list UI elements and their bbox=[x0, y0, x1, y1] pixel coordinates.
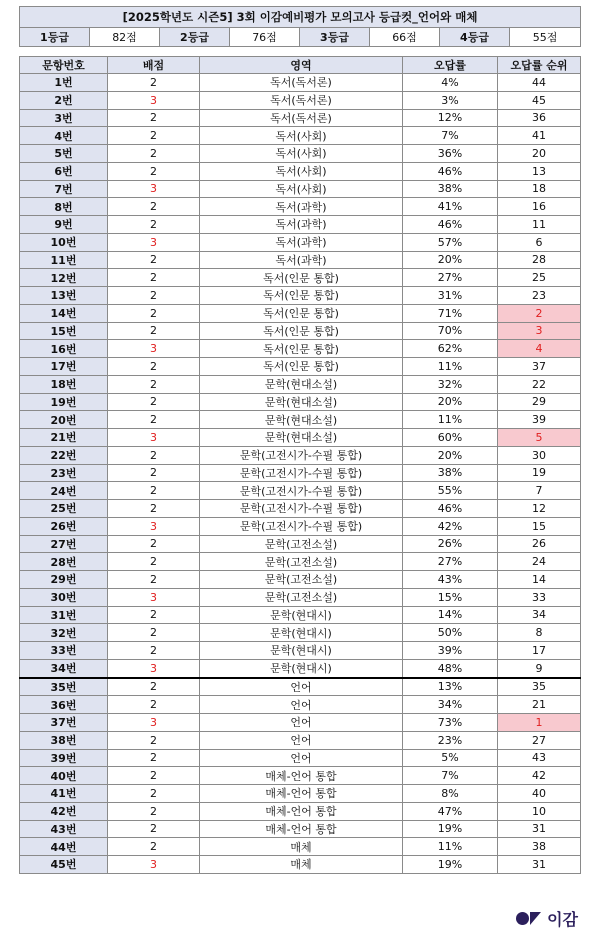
table-row bbox=[20, 553, 581, 571]
points-cell: 2 bbox=[108, 785, 200, 803]
table-row bbox=[20, 678, 581, 696]
grade-value: 76점 bbox=[230, 28, 300, 47]
table-row bbox=[20, 162, 581, 180]
points-cell: 3 bbox=[108, 588, 200, 606]
area-cell: 매체 bbox=[200, 838, 403, 856]
question-number: 33번 bbox=[20, 642, 108, 660]
area-cell: 문학(고전소설) bbox=[200, 571, 403, 589]
error-rank-cell: 31 bbox=[498, 820, 581, 838]
error-rate-cell: 7% bbox=[403, 767, 498, 785]
error-rank-cell: 25 bbox=[498, 269, 581, 287]
error-rank-cell: 9 bbox=[498, 659, 581, 677]
area-cell: 문학(고전소설) bbox=[200, 588, 403, 606]
error-rate-cell: 27% bbox=[403, 553, 498, 571]
points-cell: 2 bbox=[108, 624, 200, 642]
error-rank-cell: 40 bbox=[498, 785, 581, 803]
question-number: 4번 bbox=[20, 127, 108, 145]
area-cell: 독서(사회) bbox=[200, 162, 403, 180]
error-rank-cell: 11 bbox=[498, 216, 581, 234]
question-number: 37번 bbox=[20, 714, 108, 732]
error-rate-cell: 46% bbox=[403, 500, 498, 518]
error-rank-cell: 38 bbox=[498, 838, 581, 856]
area-cell: 매체-언어 통합 bbox=[200, 785, 403, 803]
error-rank-cell: 4 bbox=[498, 340, 581, 358]
error-rank-cell: 33 bbox=[498, 588, 581, 606]
points-cell: 3 bbox=[108, 659, 200, 677]
points-cell: 2 bbox=[108, 838, 200, 856]
error-rank-cell: 17 bbox=[498, 642, 581, 660]
error-rate-cell: 70% bbox=[403, 322, 498, 340]
points-cell: 2 bbox=[108, 678, 200, 696]
question-number: 21번 bbox=[20, 429, 108, 447]
error-rate-cell: 36% bbox=[403, 145, 498, 163]
table-row bbox=[20, 127, 581, 145]
table-row bbox=[20, 411, 581, 429]
table-row bbox=[20, 340, 581, 358]
question-number: 27번 bbox=[20, 535, 108, 553]
area-cell: 독서(과학) bbox=[200, 198, 403, 216]
error-rate-cell: 50% bbox=[403, 624, 498, 642]
error-rank-cell: 14 bbox=[498, 571, 581, 589]
error-rate-cell: 15% bbox=[403, 588, 498, 606]
question-number: 9번 bbox=[20, 216, 108, 234]
error-rate-cell: 46% bbox=[403, 162, 498, 180]
area-cell: 독서(사회) bbox=[200, 145, 403, 163]
area-cell: 독서(과학) bbox=[200, 251, 403, 269]
error-rank-cell: 2 bbox=[498, 304, 581, 322]
grade-cut-row bbox=[20, 28, 581, 47]
table-row bbox=[20, 429, 581, 447]
grade-cut-sheet bbox=[19, 6, 580, 874]
grade-value: 82점 bbox=[90, 28, 160, 47]
error-rate-cell: 13% bbox=[403, 678, 498, 696]
table-row bbox=[20, 464, 581, 482]
error-rate-cell: 11% bbox=[403, 411, 498, 429]
table-row bbox=[20, 749, 581, 767]
question-number: 20번 bbox=[20, 411, 108, 429]
table-row bbox=[20, 216, 581, 234]
question-number: 2번 bbox=[20, 91, 108, 109]
error-rate-cell: 39% bbox=[403, 642, 498, 660]
question-number: 22번 bbox=[20, 446, 108, 464]
table-row bbox=[20, 393, 581, 411]
question-number: 35번 bbox=[20, 678, 108, 696]
area-cell: 독서(사회) bbox=[200, 127, 403, 145]
error-rate-cell: 27% bbox=[403, 269, 498, 287]
question-number: 17번 bbox=[20, 358, 108, 376]
question-number: 40번 bbox=[20, 767, 108, 785]
brand-logo bbox=[516, 906, 578, 930]
error-rank-cell: 15 bbox=[498, 517, 581, 535]
area-cell: 문학(현대소설) bbox=[200, 429, 403, 447]
area-cell: 문학(고전시가-수필 통합) bbox=[200, 517, 403, 535]
error-rank-cell: 12 bbox=[498, 500, 581, 518]
area-cell: 문학(고전소설) bbox=[200, 553, 403, 571]
area-cell: 독서(사회) bbox=[200, 180, 403, 198]
area-cell: 독서(독서론) bbox=[200, 74, 403, 92]
grade-label: 3등급 bbox=[300, 28, 370, 47]
header-question: 문항번호 bbox=[20, 57, 108, 74]
points-cell: 2 bbox=[108, 358, 200, 376]
error-rank-cell: 8 bbox=[498, 624, 581, 642]
question-number: 10번 bbox=[20, 233, 108, 251]
error-rank-cell: 13 bbox=[498, 162, 581, 180]
table-row bbox=[20, 180, 581, 198]
points-cell: 2 bbox=[108, 145, 200, 163]
error-rank-cell: 3 bbox=[498, 322, 581, 340]
question-number: 26번 bbox=[20, 517, 108, 535]
points-cell: 2 bbox=[108, 500, 200, 518]
question-number: 11번 bbox=[20, 251, 108, 269]
points-cell: 2 bbox=[108, 393, 200, 411]
error-rate-cell: 43% bbox=[403, 571, 498, 589]
area-cell: 문학(고전시가-수필 통합) bbox=[200, 482, 403, 500]
sheet-title: [2025학년도 시즌5] 3회 이감예비평가 모의고사 등급컷_언어와 매체 bbox=[20, 7, 581, 28]
error-rank-cell: 43 bbox=[498, 749, 581, 767]
question-number: 29번 bbox=[20, 571, 108, 589]
error-rate-cell: 62% bbox=[403, 340, 498, 358]
question-number: 16번 bbox=[20, 340, 108, 358]
points-cell: 2 bbox=[108, 198, 200, 216]
area-cell: 독서(과학) bbox=[200, 216, 403, 234]
points-cell: 2 bbox=[108, 411, 200, 429]
table-row bbox=[20, 785, 581, 803]
question-number: 12번 bbox=[20, 269, 108, 287]
question-number: 36번 bbox=[20, 696, 108, 714]
error-rate-cell: 38% bbox=[403, 464, 498, 482]
grade-value: 66점 bbox=[370, 28, 440, 47]
area-cell: 문학(현대소설) bbox=[200, 411, 403, 429]
table-row bbox=[20, 767, 581, 785]
error-rank-cell: 23 bbox=[498, 287, 581, 305]
points-cell: 2 bbox=[108, 571, 200, 589]
table-row bbox=[20, 109, 581, 127]
area-cell: 문학(고전소설) bbox=[200, 535, 403, 553]
error-rank-cell: 24 bbox=[498, 553, 581, 571]
error-rank-cell: 30 bbox=[498, 446, 581, 464]
table-row bbox=[20, 588, 581, 606]
question-number: 39번 bbox=[20, 749, 108, 767]
error-rate-cell: 19% bbox=[403, 856, 498, 874]
error-rank-cell: 19 bbox=[498, 464, 581, 482]
area-cell: 문학(고전시가-수필 통합) bbox=[200, 446, 403, 464]
error-rate-cell: 46% bbox=[403, 216, 498, 234]
error-rate-cell: 3% bbox=[403, 91, 498, 109]
error-rate-cell: 60% bbox=[403, 429, 498, 447]
area-cell: 언어 bbox=[200, 696, 403, 714]
table-row bbox=[20, 517, 581, 535]
spacer bbox=[19, 47, 580, 56]
table-row bbox=[20, 91, 581, 109]
table-row bbox=[20, 198, 581, 216]
table-row bbox=[20, 74, 581, 92]
error-rate-cell: 32% bbox=[403, 375, 498, 393]
question-number: 44번 bbox=[20, 838, 108, 856]
points-cell: 2 bbox=[108, 749, 200, 767]
points-cell: 3 bbox=[108, 517, 200, 535]
points-cell: 3 bbox=[108, 856, 200, 874]
error-rank-cell: 5 bbox=[498, 429, 581, 447]
grade-value: 55점 bbox=[510, 28, 581, 47]
error-rank-cell: 36 bbox=[498, 109, 581, 127]
table-row bbox=[20, 802, 581, 820]
error-rank-cell: 1 bbox=[498, 714, 581, 732]
area-cell: 문학(현대소설) bbox=[200, 393, 403, 411]
area-cell: 매체 bbox=[200, 856, 403, 874]
table-row bbox=[20, 731, 581, 749]
area-cell: 문학(현대시) bbox=[200, 659, 403, 677]
question-number: 8번 bbox=[20, 198, 108, 216]
question-number: 24번 bbox=[20, 482, 108, 500]
table-row bbox=[20, 535, 581, 553]
table-row bbox=[20, 269, 581, 287]
table-row bbox=[20, 659, 581, 677]
area-cell: 언어 bbox=[200, 731, 403, 749]
area-cell: 언어 bbox=[200, 714, 403, 732]
points-cell: 2 bbox=[108, 287, 200, 305]
error-rate-cell: 11% bbox=[403, 358, 498, 376]
table-row bbox=[20, 375, 581, 393]
area-cell: 독서(인문 통합) bbox=[200, 304, 403, 322]
error-rate-cell: 23% bbox=[403, 731, 498, 749]
area-cell: 문학(현대시) bbox=[200, 606, 403, 624]
points-cell: 3 bbox=[108, 714, 200, 732]
header-points: 배점 bbox=[108, 57, 200, 74]
points-cell: 2 bbox=[108, 606, 200, 624]
area-cell: 매체-언어 통합 bbox=[200, 820, 403, 838]
question-number: 31번 bbox=[20, 606, 108, 624]
error-rank-cell: 35 bbox=[498, 678, 581, 696]
error-rate-cell: 26% bbox=[403, 535, 498, 553]
area-cell: 문학(현대시) bbox=[200, 624, 403, 642]
table-row bbox=[20, 482, 581, 500]
igam-logo-icon bbox=[516, 912, 541, 925]
area-cell: 매체-언어 통합 bbox=[200, 802, 403, 820]
area-cell: 독서(독서론) bbox=[200, 109, 403, 127]
error-rate-cell: 20% bbox=[403, 393, 498, 411]
table-row bbox=[20, 322, 581, 340]
area-cell: 문학(현대소설) bbox=[200, 375, 403, 393]
grade-label: 1등급 bbox=[20, 28, 90, 47]
error-rate-cell: 11% bbox=[403, 838, 498, 856]
question-number: 15번 bbox=[20, 322, 108, 340]
error-rank-cell: 10 bbox=[498, 802, 581, 820]
points-cell: 2 bbox=[108, 446, 200, 464]
points-cell: 2 bbox=[108, 731, 200, 749]
error-rate-cell: 73% bbox=[403, 714, 498, 732]
header-error-rate: 오답률 bbox=[403, 57, 498, 74]
error-rank-cell: 39 bbox=[498, 411, 581, 429]
table-row bbox=[20, 714, 581, 732]
table-row bbox=[20, 251, 581, 269]
points-cell: 3 bbox=[108, 233, 200, 251]
question-number: 14번 bbox=[20, 304, 108, 322]
question-number: 23번 bbox=[20, 464, 108, 482]
question-number: 7번 bbox=[20, 180, 108, 198]
table-row bbox=[20, 287, 581, 305]
points-cell: 3 bbox=[108, 180, 200, 198]
summary-table bbox=[19, 6, 581, 47]
points-cell: 2 bbox=[108, 304, 200, 322]
points-cell: 2 bbox=[108, 482, 200, 500]
error-rank-cell: 45 bbox=[498, 91, 581, 109]
area-cell: 독서(인문 통합) bbox=[200, 358, 403, 376]
error-rate-cell: 42% bbox=[403, 517, 498, 535]
area-cell: 독서(인문 통합) bbox=[200, 340, 403, 358]
error-rank-cell: 44 bbox=[498, 74, 581, 92]
area-cell: 독서(과학) bbox=[200, 233, 403, 251]
table-row bbox=[20, 571, 581, 589]
question-number: 28번 bbox=[20, 553, 108, 571]
error-rank-cell: 21 bbox=[498, 696, 581, 714]
error-rate-cell: 5% bbox=[403, 749, 498, 767]
points-cell: 2 bbox=[108, 464, 200, 482]
question-number: 30번 bbox=[20, 588, 108, 606]
table-row bbox=[20, 145, 581, 163]
area-cell: 문학(고전시가-수필 통합) bbox=[200, 464, 403, 482]
error-rank-cell: 6 bbox=[498, 233, 581, 251]
table-row bbox=[20, 624, 581, 642]
points-cell: 2 bbox=[108, 535, 200, 553]
error-rank-cell: 29 bbox=[498, 393, 581, 411]
error-rank-cell: 22 bbox=[498, 375, 581, 393]
table-row bbox=[20, 446, 581, 464]
question-number: 25번 bbox=[20, 500, 108, 518]
error-rate-cell: 31% bbox=[403, 287, 498, 305]
error-rate-cell: 47% bbox=[403, 802, 498, 820]
area-cell: 언어 bbox=[200, 749, 403, 767]
question-number: 34번 bbox=[20, 659, 108, 677]
header-error-rank: 오답률 순위 bbox=[498, 57, 581, 74]
points-cell: 2 bbox=[108, 553, 200, 571]
table-row bbox=[20, 304, 581, 322]
error-rank-cell: 28 bbox=[498, 251, 581, 269]
question-number: 3번 bbox=[20, 109, 108, 127]
error-rank-cell: 27 bbox=[498, 731, 581, 749]
area-cell: 독서(인문 통합) bbox=[200, 269, 403, 287]
error-rate-cell: 14% bbox=[403, 606, 498, 624]
points-cell: 2 bbox=[108, 109, 200, 127]
question-number: 13번 bbox=[20, 287, 108, 305]
error-rate-cell: 19% bbox=[403, 820, 498, 838]
area-cell: 문학(고전시가-수필 통합) bbox=[200, 500, 403, 518]
points-cell: 2 bbox=[108, 162, 200, 180]
points-cell: 2 bbox=[108, 322, 200, 340]
grade-label: 4등급 bbox=[440, 28, 510, 47]
error-rank-cell: 42 bbox=[498, 767, 581, 785]
points-cell: 2 bbox=[108, 820, 200, 838]
table-row bbox=[20, 606, 581, 624]
error-rate-cell: 38% bbox=[403, 180, 498, 198]
area-cell: 문학(현대시) bbox=[200, 642, 403, 660]
question-number: 38번 bbox=[20, 731, 108, 749]
points-cell: 2 bbox=[108, 696, 200, 714]
points-cell: 2 bbox=[108, 269, 200, 287]
points-cell: 3 bbox=[108, 91, 200, 109]
points-cell: 2 bbox=[108, 127, 200, 145]
question-number: 6번 bbox=[20, 162, 108, 180]
points-cell: 2 bbox=[108, 767, 200, 785]
area-cell: 독서(인문 통합) bbox=[200, 287, 403, 305]
error-rank-cell: 20 bbox=[498, 145, 581, 163]
error-rate-cell: 55% bbox=[403, 482, 498, 500]
points-cell: 2 bbox=[108, 74, 200, 92]
error-rate-cell: 48% bbox=[403, 659, 498, 677]
error-rank-cell: 26 bbox=[498, 535, 581, 553]
question-number: 19번 bbox=[20, 393, 108, 411]
error-rate-cell: 20% bbox=[403, 446, 498, 464]
table-header bbox=[20, 57, 581, 74]
error-rate-cell: 57% bbox=[403, 233, 498, 251]
area-cell: 독서(인문 통합) bbox=[200, 322, 403, 340]
question-number: 45번 bbox=[20, 856, 108, 874]
points-cell: 2 bbox=[108, 216, 200, 234]
table-row bbox=[20, 500, 581, 518]
points-cell: 2 bbox=[108, 642, 200, 660]
points-cell: 3 bbox=[108, 340, 200, 358]
question-number: 42번 bbox=[20, 802, 108, 820]
error-rate-cell: 8% bbox=[403, 785, 498, 803]
error-rate-cell: 34% bbox=[403, 696, 498, 714]
error-rate-cell: 20% bbox=[403, 251, 498, 269]
error-rank-cell: 7 bbox=[498, 482, 581, 500]
logo-text: 이감 bbox=[547, 909, 578, 929]
error-rank-cell: 18 bbox=[498, 180, 581, 198]
question-number: 1번 bbox=[20, 74, 108, 92]
area-cell: 독서(독서론) bbox=[200, 91, 403, 109]
points-cell: 3 bbox=[108, 429, 200, 447]
points-cell: 2 bbox=[108, 802, 200, 820]
error-rate-cell: 4% bbox=[403, 74, 498, 92]
points-cell: 2 bbox=[108, 375, 200, 393]
error-rate-cell: 7% bbox=[403, 127, 498, 145]
points-cell: 2 bbox=[108, 251, 200, 269]
question-table bbox=[19, 56, 581, 874]
question-number: 43번 bbox=[20, 820, 108, 838]
question-number: 5번 bbox=[20, 145, 108, 163]
error-rate-cell: 41% bbox=[403, 198, 498, 216]
grade-label: 2등급 bbox=[160, 28, 230, 47]
table-row bbox=[20, 642, 581, 660]
error-rate-cell: 71% bbox=[403, 304, 498, 322]
error-rate-cell: 12% bbox=[403, 109, 498, 127]
table-row bbox=[20, 856, 581, 874]
area-cell: 언어 bbox=[200, 678, 403, 696]
question-number: 41번 bbox=[20, 785, 108, 803]
error-rank-cell: 34 bbox=[498, 606, 581, 624]
table-row bbox=[20, 820, 581, 838]
table-row bbox=[20, 696, 581, 714]
table-row bbox=[20, 358, 581, 376]
error-rank-cell: 37 bbox=[498, 358, 581, 376]
table-row bbox=[20, 838, 581, 856]
header-area: 영역 bbox=[200, 57, 403, 74]
question-number: 32번 bbox=[20, 624, 108, 642]
error-rank-cell: 41 bbox=[498, 127, 581, 145]
question-number: 18번 bbox=[20, 375, 108, 393]
table-row bbox=[20, 233, 581, 251]
error-rank-cell: 16 bbox=[498, 198, 581, 216]
error-rank-cell: 31 bbox=[498, 856, 581, 874]
area-cell: 매체-언어 통합 bbox=[200, 767, 403, 785]
